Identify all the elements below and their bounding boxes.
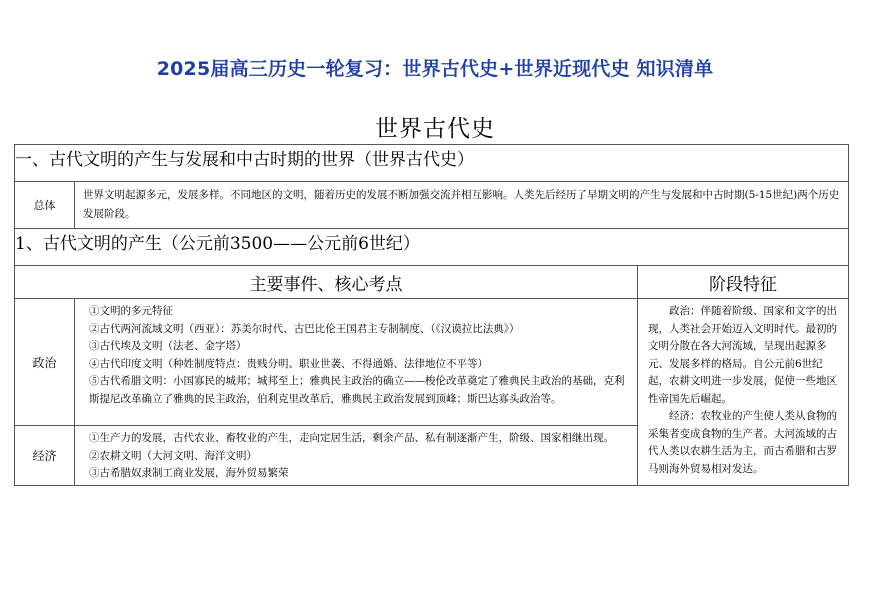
- column-header-row: [15, 266, 849, 299]
- events-column-header: 主要事件、核心考点: [15, 266, 638, 299]
- politics-items: [75, 299, 638, 426]
- document-title: 2025届高三历史一轮复习：世界古代史+世界近现代史 知识清单: [156, 58, 714, 80]
- list-item: ③古希腊奴隶制工商业发展，海外贸易繁荣: [89, 467, 289, 479]
- stage-features: [638, 299, 849, 486]
- feature-economy: 经济：农牧业的产生使人类从食物的采集者变成食物的生产者。大河流域的古代人类以农耕生活为主，而古希腊和古罗马则海外贸易相对发达。: [648, 410, 837, 475]
- overview-label: 总体: [15, 182, 75, 229]
- overview-row: [15, 182, 849, 229]
- lesson-heading-row: [15, 229, 849, 266]
- knowledge-table: [14, 144, 849, 486]
- feature-politics: 政治：伴随着阶级、国家和文字的出现，人类社会开始迈入文明时代。最初的文明分散在各大河流域，呈现出起源多元、发展多样的格局。自公元前6世纪起，农耕文明进一步发展，促使一些地区性帝国先后崛起。: [648, 305, 837, 405]
- lesson-heading: 1、古代文明的产生（公元前3500——公元前6世纪）: [15, 229, 849, 266]
- list-item: ①生产力的发展，古代农业、畜牧业的产生，走向定居生活，剩余产品、私有制逐渐产生，阶级、国家相继出现。: [89, 432, 614, 444]
- politics-row: [15, 299, 849, 426]
- unit-heading-row: [15, 145, 849, 182]
- list-item: ②农耕文明（大河文明、海洋文明）: [89, 449, 257, 462]
- economy-items: [75, 426, 638, 486]
- economy-label: 经济: [15, 426, 75, 486]
- politics-label: 政治: [15, 299, 75, 426]
- list-item: ⑤古代希腊文明：小国寡民的城邦；城邦至上；雅典民主政治的确立——梭伦改革奠定了雅典民主政治的基础，克利斯提尼改革确立了雅典的民主政治，伯利克里改革后，雅典民主政治发展到顶峰；斯巴达寡头政治等。: [89, 375, 625, 405]
- overview-text: 世界文明起源多元，发展多样。不同地区的文明，随着历史的发展不断加强交流并相互影响。人类先后经历了早期文明的产生与发展和中古时期(5-15世纪)两个历史发展阶段。: [75, 182, 849, 229]
- list-item: ②古代两河流域文明（西亚）：苏美尔时代、古巴比伦王国君主专制制度、（《汉谟拉比法典》）: [89, 322, 520, 335]
- features-column-header: 阶段特征: [638, 266, 849, 299]
- unit-heading: 一、古代文明的产生与发展和中古时期的世界（世界古代史）: [15, 145, 849, 182]
- list-item: ④古代印度文明（种姓制度特点：贵贱分明、职业世袭、不得通婚、法律地位不平等）: [89, 357, 488, 370]
- list-item: ①文明的多元特征: [89, 305, 173, 317]
- section-title: 世界古代史: [375, 116, 495, 142]
- list-item: ③古代埃及文明（法老、金字塔）: [89, 340, 247, 352]
